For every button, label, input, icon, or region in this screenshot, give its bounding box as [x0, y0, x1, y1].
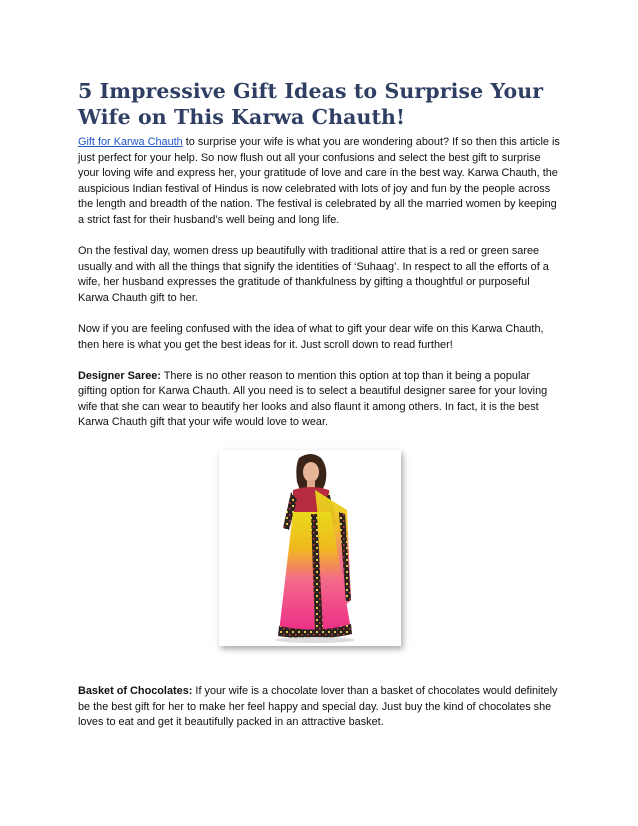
- page-title: 5 Impressive Gift Ideas to Surprise Your Wife on This Karwa Chauth!: [78, 79, 544, 129]
- intro-text: to surprise your wife is what you are wondering about? If so then this article is just perfect for your help. So now flush out all your confusions and select the best gift to surprise your loving wife and express her, your gratitude of love and care in the best way. Karwa Chauth, the auspicious Indian festival of Hindus is now celebrated with lots of joy and fun by the people across the length and breadth of the nation. The festival is celebrated by all the married women by keeping a strict fast for their husband’s well being and long life.: [78, 136, 560, 226]
- festival-paragraph: On the festival day, women dress up beautifully with traditional attire that is a red or green saree usually and with all the things that signify the identities of ‘Suhaag’. In respect to all the efforts of a wife, her husband expresses the gratitude of thankfulness by gifting a thoughtful or purposeful Karwa Chauth gift to her.: [78, 245, 549, 304]
- chocolates-heading: Basket of Chocolates:: [78, 685, 193, 697]
- intro-paragraph: [78, 135, 562, 229]
- chocolates-text: If your wife is a chocolate lover than a basket of chocolates would definitely be the best gift for her to make her feel happy and special day. Just buy the kind of chocolates she loves to eat and get it beautifully packed in an attractive basket.: [78, 685, 558, 729]
- designer-saree-text: There is no other reason to mention this option at top than it being a popular gifting option for Karwa Chauth. All you need is to select a beautiful designer saree for your loving wife that she can wear to beautify her looks and also flaunt it among others. In fact, it is the best Karwa Chauth gift that your wife would love to wear.: [78, 369, 548, 429]
- saree-model-photo: [219, 450, 401, 646]
- chocolates-section: [78, 684, 562, 731]
- designer-saree-paragraph: [78, 369, 562, 431]
- designer-saree-heading: Designer Saree:: [78, 369, 161, 382]
- ideas-paragraph: Now if you are feeling confused with the idea of what to gift your dear wife on this Karwa Chauth, then here is what you get the best ideas for it. Just scroll down to read further!: [78, 322, 544, 351]
- document-page: [78, 78, 562, 431]
- chocolates-paragraph: [78, 684, 562, 731]
- saree-image-frame: [219, 450, 405, 650]
- gift-link[interactable]: Gift for Karwa Chauth: [78, 136, 183, 148]
